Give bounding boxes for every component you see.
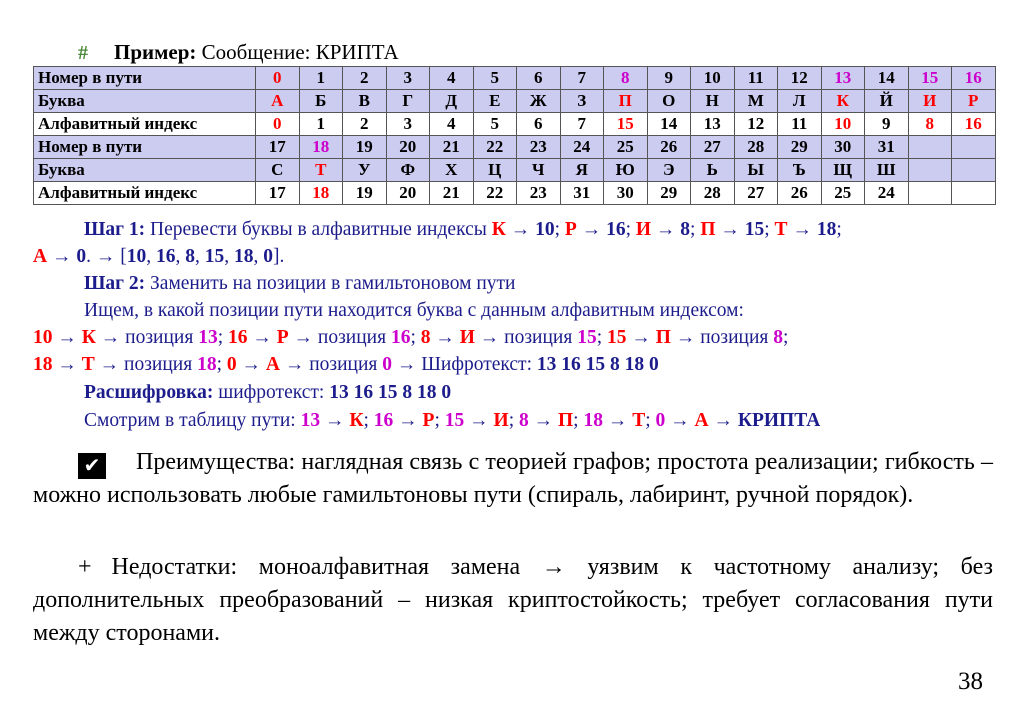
table-cell: 28 — [734, 136, 778, 159]
table-cell: Ы — [734, 159, 778, 182]
page-number: 38 — [958, 668, 983, 695]
table-cell: 11 — [734, 67, 778, 90]
text-span: 10 — [126, 246, 147, 267]
table-cell: А — [256, 90, 300, 113]
row-label: Буква — [34, 159, 256, 182]
table-cell: 15 — [604, 113, 648, 136]
table-cell: 8 — [604, 67, 648, 90]
table-row — [34, 182, 996, 205]
text-span: 15 — [607, 327, 627, 348]
text-span: 15 — [744, 219, 765, 240]
table-cell: Э — [647, 159, 691, 182]
table-cell: 23 — [517, 182, 561, 205]
text-span: → — [236, 354, 266, 375]
table-cell: Ж — [517, 90, 561, 113]
text-span: 8 — [680, 219, 691, 240]
table-cell: Щ — [821, 159, 865, 182]
table-cell: 7 — [560, 113, 604, 136]
text-span: 13 — [198, 327, 218, 348]
text-span: , — [175, 246, 186, 267]
text-span: 0 — [263, 246, 273, 267]
table-cell: 13 — [691, 113, 735, 136]
table-cell: 17 — [256, 136, 300, 159]
table-cell: 10 — [691, 67, 735, 90]
text-span: ; — [410, 327, 421, 348]
table-row — [34, 90, 996, 113]
text-span: 15 — [204, 246, 225, 267]
row-label: Буква — [34, 90, 256, 113]
text-span: ; — [554, 219, 565, 240]
text-span: → — [47, 246, 77, 267]
text-span: А — [33, 246, 48, 267]
text-span: 0 — [382, 354, 392, 375]
text-line — [84, 408, 820, 434]
text-line — [84, 217, 842, 243]
table-cell: 21 — [430, 136, 474, 159]
table-cell: 27 — [734, 182, 778, 205]
path-table — [33, 66, 996, 205]
table-cell: 22 — [473, 182, 517, 205]
table-cell: 22 — [473, 136, 517, 159]
table-cell: 11 — [778, 113, 822, 136]
text-span: 10 — [535, 219, 555, 240]
text-span: ; — [836, 219, 842, 240]
text-line — [84, 271, 515, 297]
table-cell — [952, 182, 996, 205]
table-cell: 23 — [517, 136, 561, 159]
table-cell: 31 — [560, 182, 604, 205]
text-span: → позиция — [94, 354, 198, 375]
text-span: ; — [690, 219, 701, 240]
table-cell: 6 — [517, 113, 561, 136]
table-cell: 12 — [734, 113, 778, 136]
table-cell: Ш — [865, 159, 909, 182]
text-span: → — [528, 410, 558, 431]
table-cell: 5 — [473, 113, 517, 136]
table-cell: О — [647, 90, 691, 113]
advantages-text: Преимущества: наглядная связь с теорией графов; простота реализации; гибкость – можно использовать любые гамильтоновы пути (спираль, лабиринт, ручной порядок). — [33, 449, 993, 508]
table-cell: 28 — [691, 182, 735, 205]
text-line — [84, 380, 451, 406]
text-span: ; — [434, 410, 445, 431]
text-span: ]. — [272, 246, 285, 267]
text-span: К — [349, 410, 364, 431]
text-span: → — [715, 219, 745, 240]
text-span: ; — [645, 410, 656, 431]
text-span: , — [194, 246, 205, 267]
table-cell: 2 — [343, 113, 387, 136]
text-span: → — [505, 219, 536, 240]
table-cell: 20 — [386, 136, 430, 159]
text-span: 8 — [773, 327, 783, 348]
table-cell: Ю — [604, 159, 648, 182]
table-cell: Ч — [517, 159, 561, 182]
text-span: 16 — [373, 410, 394, 431]
disadvantages-paragraph — [33, 551, 993, 650]
text-span: А — [694, 410, 709, 431]
advantages-paragraph — [33, 446, 993, 512]
table-cell: 13 — [821, 67, 865, 90]
table-cell: 14 — [647, 113, 691, 136]
table-cell: 16 — [952, 67, 996, 90]
text-span: → — [393, 410, 423, 431]
text-span: ; — [573, 410, 584, 431]
table-cell: 7 — [560, 67, 604, 90]
text-span: → Шифротекст: — [392, 354, 537, 375]
bullet-icon: # — [78, 42, 88, 64]
table-cell — [908, 159, 952, 182]
table-cell: 17 — [256, 182, 300, 205]
row-label: Номер в пути — [34, 136, 256, 159]
table-cell: Т — [299, 159, 343, 182]
text-span: Р — [276, 327, 289, 348]
text-span: П — [655, 327, 671, 348]
disadvantages-text: Недостатки: моноалфавитная замена → уязвим к частотному анализу; без дополнительных преобразований – низкая криптостойкость; требует согласования пути между сторонами. — [33, 554, 993, 646]
table-cell: Ц — [473, 159, 517, 182]
table-cell: Е — [473, 90, 517, 113]
table-cell: 10 — [821, 113, 865, 136]
text-span: П — [557, 410, 574, 431]
text-span: 18 — [233, 246, 254, 267]
text-span: 16 — [606, 219, 626, 240]
example-message: Сообщение: КРИПТА — [196, 40, 399, 64]
table-cell: 6 — [517, 67, 561, 90]
text-span: → — [665, 410, 695, 431]
text-span: → — [52, 327, 82, 348]
text-span: 15 — [577, 327, 597, 348]
text-span: ; — [217, 327, 228, 348]
text-span: → — [576, 219, 607, 240]
text-span: 18 — [33, 354, 53, 375]
plus-bullet: + — [78, 554, 92, 580]
row-label: Номер в пути — [34, 67, 256, 90]
example-label: Пример: — [114, 40, 197, 64]
table-row — [34, 136, 996, 159]
text-span: Шаг 2: — [84, 273, 146, 294]
text-span: П — [700, 219, 716, 240]
table-cell: З — [560, 90, 604, 113]
text-span: → — [708, 410, 738, 431]
text-line — [33, 244, 284, 270]
text-span: → — [787, 219, 817, 240]
text-span: 8 — [518, 410, 529, 431]
table-cell: Ь — [691, 159, 735, 182]
table-cell — [952, 159, 996, 182]
row-label: Алфавитный индекс — [34, 113, 256, 136]
table-cell: В — [343, 90, 387, 113]
table-cell: 30 — [821, 136, 865, 159]
text-span: 0 — [226, 354, 237, 375]
text-span: ; — [625, 219, 636, 240]
text-span: шифротекст: — [213, 382, 330, 403]
table-cell: Х — [430, 159, 474, 182]
text-line — [33, 325, 788, 351]
text-span: → — [52, 354, 82, 375]
table-cell: Ъ — [778, 159, 822, 182]
text-span: → — [320, 410, 350, 431]
text-span: ; — [363, 410, 374, 431]
text-span: А — [265, 354, 280, 375]
table-cell: 0 — [256, 113, 300, 136]
text-span: И — [635, 219, 652, 240]
text-span: ; — [596, 327, 608, 348]
table-cell — [952, 136, 996, 159]
table-cell: 4 — [430, 67, 474, 90]
table-cell: П — [604, 90, 648, 113]
text-span: 16 — [227, 327, 248, 348]
table-cell: 31 — [865, 136, 909, 159]
table-cell: 3 — [386, 113, 430, 136]
text-span: 15 — [444, 410, 465, 431]
table-cell: Н — [691, 90, 735, 113]
text-span: 18 — [583, 410, 603, 431]
table-cell: 3 — [386, 67, 430, 90]
text-span: ; — [764, 219, 775, 240]
text-span: → — [464, 410, 494, 431]
table-cell: 1 — [299, 67, 343, 90]
text-span: И — [493, 410, 509, 431]
text-span: ; — [782, 327, 789, 348]
text-span: → — [626, 327, 656, 348]
table-cell: У — [343, 159, 387, 182]
table-cell: 20 — [386, 182, 430, 205]
table-cell: С — [256, 159, 300, 182]
table-cell: 29 — [647, 182, 691, 205]
table-cell: 19 — [343, 136, 387, 159]
text-span: 18 — [816, 219, 837, 240]
text-span: Ищем, в какой позиции пути находится буква с данным алфавитным индексом: — [84, 300, 744, 321]
table-cell: Б — [299, 90, 343, 113]
text-span: 16 — [155, 246, 176, 267]
table-row — [34, 113, 996, 136]
table-cell: М — [734, 90, 778, 113]
text-span: → — [602, 410, 633, 431]
text-span: → позиция — [474, 327, 578, 348]
text-span: 16 — [390, 327, 411, 348]
text-line — [84, 298, 744, 324]
table-cell: 24 — [865, 182, 909, 205]
table-cell: 26 — [647, 136, 691, 159]
table-cell — [908, 182, 952, 205]
text-span: ; — [508, 410, 519, 431]
text-span: Смотрим в таблицу пути: — [84, 410, 301, 431]
table-cell: 0 — [256, 67, 300, 90]
text-span: 0 — [76, 246, 87, 267]
text-span: → позиция — [279, 354, 383, 375]
text-span: И — [459, 327, 475, 348]
table-cell: 29 — [778, 136, 822, 159]
text-span: 13 16 15 8 18 0 — [329, 382, 452, 403]
text-span: → позиция — [670, 327, 774, 348]
text-span: Заменить на позиции в гамильтоновом пути — [145, 273, 516, 294]
table-cell: Р — [952, 90, 996, 113]
table-cell: 30 — [604, 182, 648, 205]
text-span: 8 — [420, 327, 431, 348]
text-span: КРИПТА — [737, 410, 821, 431]
table-cell: 1 — [299, 113, 343, 136]
text-span: Перевести буквы в алфавитные индексы — [145, 219, 492, 240]
text-span: Т — [81, 354, 95, 375]
text-span: К — [81, 327, 96, 348]
table-cell: К — [821, 90, 865, 113]
text-span: Т — [632, 410, 646, 431]
table-cell: 24 — [560, 136, 604, 159]
text-span: , — [253, 246, 264, 267]
table-cell: 12 — [778, 67, 822, 90]
table-cell: Д — [430, 90, 474, 113]
row-label: Алфавитный индекс — [34, 182, 256, 205]
text-span: Шаг 1: — [84, 219, 146, 240]
text-span: К — [491, 219, 506, 240]
text-span: , — [146, 246, 156, 267]
table-cell: 18 — [299, 136, 343, 159]
text-line — [33, 352, 659, 378]
checkbox-icon: ✔ — [78, 453, 106, 479]
table-cell: 2 — [343, 67, 387, 90]
table-cell: Г — [386, 90, 430, 113]
text-span: → — [247, 327, 277, 348]
table-cell — [908, 136, 952, 159]
table-cell: И — [908, 90, 952, 113]
table-cell: 21 — [430, 182, 474, 205]
text-span: 8 — [185, 246, 195, 267]
table-cell: Й — [865, 90, 909, 113]
table-cell: 25 — [821, 182, 865, 205]
table-cell: Я — [560, 159, 604, 182]
text-span: 13 16 15 8 18 0 — [536, 354, 659, 375]
table-cell: Л — [778, 90, 822, 113]
table-cell: 18 — [299, 182, 343, 205]
text-span: Р — [422, 410, 435, 431]
text-span: ; — [216, 354, 227, 375]
text-span: , — [224, 246, 234, 267]
text-span: Расшифровка: — [84, 382, 214, 403]
table-cell: 14 — [865, 67, 909, 90]
text-span: 10 — [33, 327, 53, 348]
table-cell: 9 — [865, 113, 909, 136]
text-span: . → [ — [86, 246, 127, 267]
text-span: Т — [774, 219, 788, 240]
table-cell: 19 — [343, 182, 387, 205]
text-span: → — [651, 219, 681, 240]
text-span: 13 — [300, 410, 321, 431]
table-row — [34, 67, 996, 90]
table-cell: 27 — [691, 136, 735, 159]
table-row — [34, 159, 996, 182]
table-cell: 26 — [778, 182, 822, 205]
text-span: → позиция — [288, 327, 391, 348]
table-cell: 5 — [473, 67, 517, 90]
table-cell: 8 — [908, 113, 952, 136]
text-span: Р — [564, 219, 577, 240]
table-cell: 9 — [647, 67, 691, 90]
table-cell: 4 — [430, 113, 474, 136]
text-span: 0 — [655, 410, 666, 431]
example-heading — [78, 38, 399, 67]
text-span: → позиция — [95, 327, 199, 348]
table-cell: Ф — [386, 159, 430, 182]
text-span: → — [430, 327, 460, 348]
text-span: 18 — [197, 354, 217, 375]
table-cell: 16 — [952, 113, 996, 136]
table-cell: 15 — [908, 67, 952, 90]
table-cell: 25 — [604, 136, 648, 159]
